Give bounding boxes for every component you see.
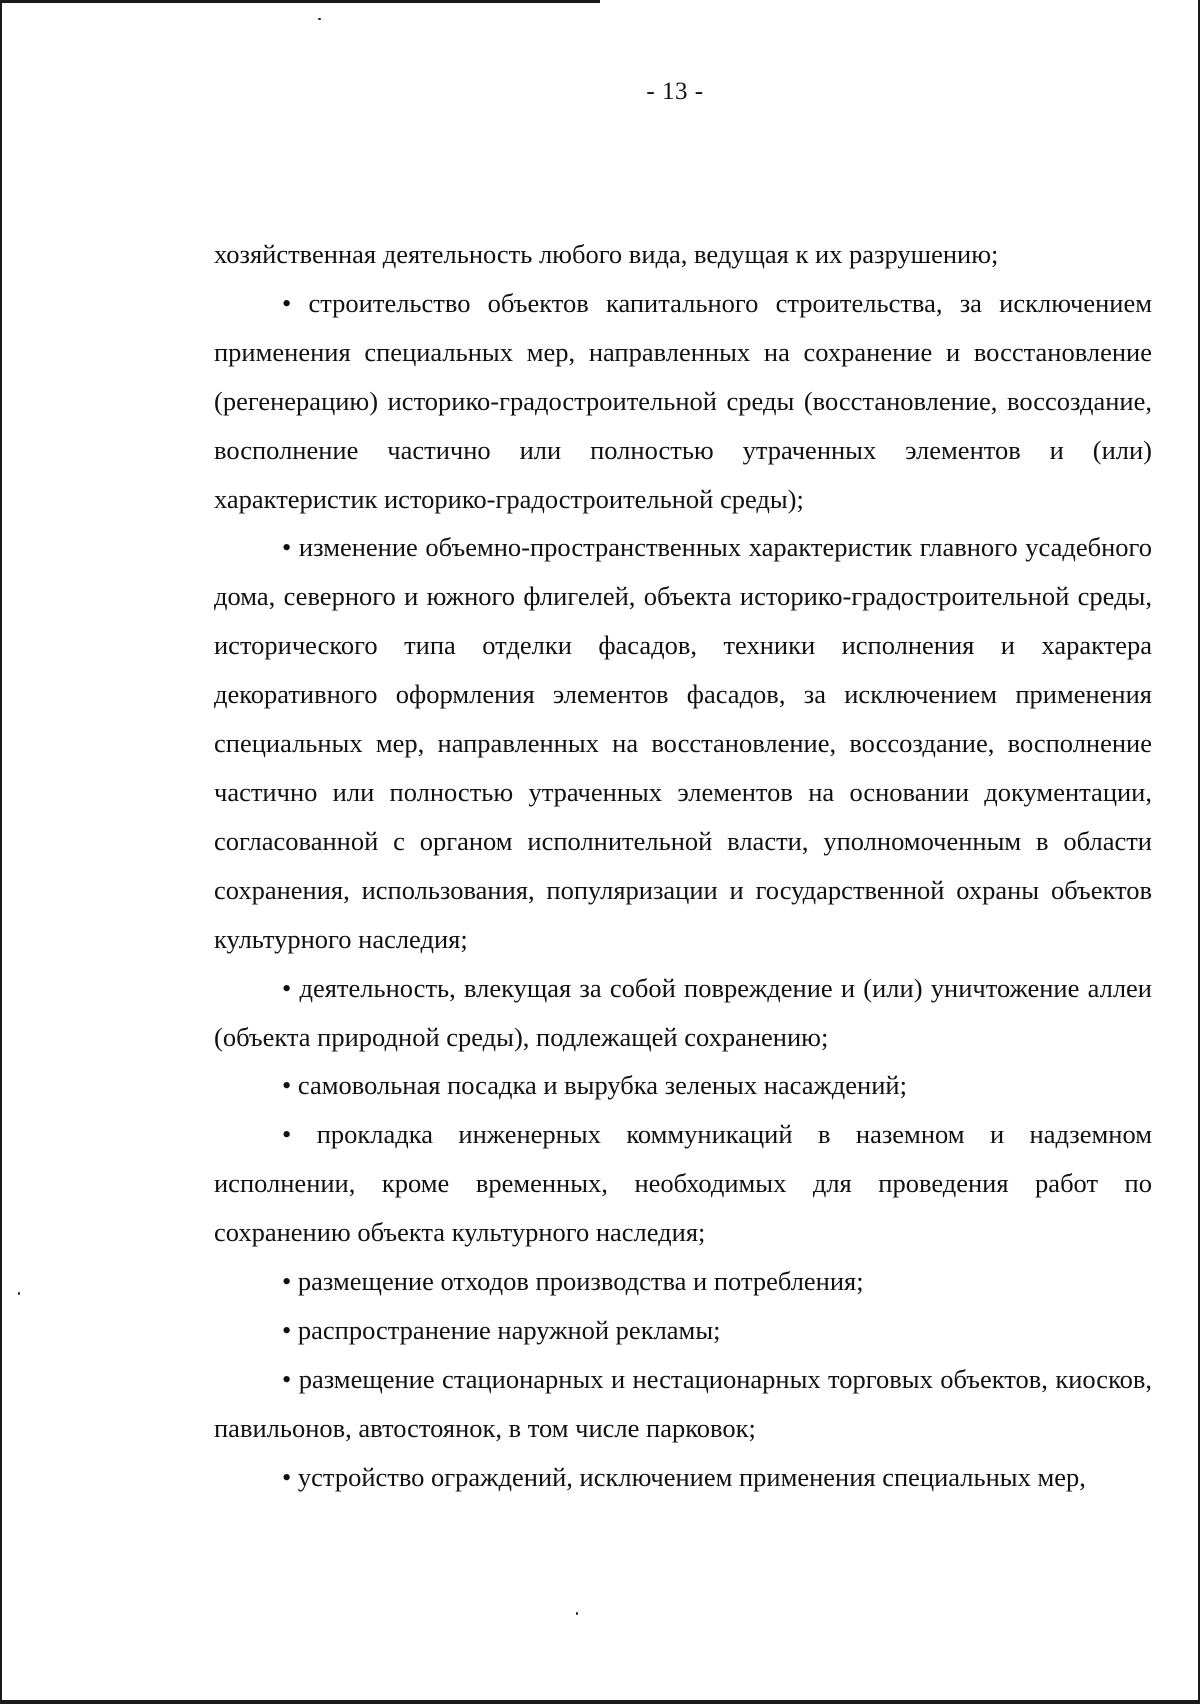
bullet-item: • распространение наружной рекламы; <box>282 1314 721 1345</box>
scan-edge-top <box>0 0 600 3</box>
paragraph: хозяйственная деятельность любого вида, ведущая к их разрушению; <box>214 239 999 269</box>
bullet-item: • самовольная посадка и вырубка зеленых насаждений; <box>282 1070 907 1101</box>
scan-speck <box>576 1612 578 1615</box>
bullet-item: • устройство ограждений, исключением применения специальных мер, <box>282 1461 1086 1492</box>
scan-speck <box>318 18 321 20</box>
scan-edge-bottom <box>0 1700 1200 1704</box>
bullet-item: • прокладка инженерных коммуникаций в наземном и надземном исполнении, кроме временных, необходимых для проведения работ по сохранению объекта культурного наследия; <box>214 1119 1152 1248</box>
bullet-item: • деятельность, влекущая за собой повреждение и (или) уничтожение аллеи (объекта природной среды), подлежащей сохранению; <box>214 972 1152 1052</box>
scan-edge-left <box>0 0 2 1704</box>
bullet-item: • размещение отходов производства и потребления; <box>282 1266 864 1297</box>
scan-speck <box>18 1292 20 1295</box>
document-body <box>214 230 1152 1502</box>
bullet-item: • строительство объектов капитального строительства, за исключением применения специальных мер, направленных на сохранение и восстановление (регенерацию) историко-градостроительной среды (восстановление, воссоздание, восполнение частично или полностью утраченных элементов и (или) характеристик историко-градостроительной среды); <box>214 287 1152 514</box>
bullet-item: • размещение стационарных и нестационарных торговых объектов, киосков, павильонов, автостоянок, в том числе парковок; <box>214 1363 1152 1443</box>
bullet-item: • изменение объемно-пространственных характеристик главного усадебного дома, северного и южного флигелей, объекта историко-градостроительной среды, исторического типа отделки фасадов, техники исполнения и характера декоративного оформления элементов фасадов, за исключением применения специальных мер, направленных на восстановление, воссоздание, восполнение частично или полностью утраченных элементов на основании документации, согласованной с органом исполнительной власти, уполномоченным в области сохранения, использования, популяризации и государственной охраны объектов культурного наследия; <box>214 532 1152 954</box>
page-number: - 13 - <box>646 78 704 105</box>
